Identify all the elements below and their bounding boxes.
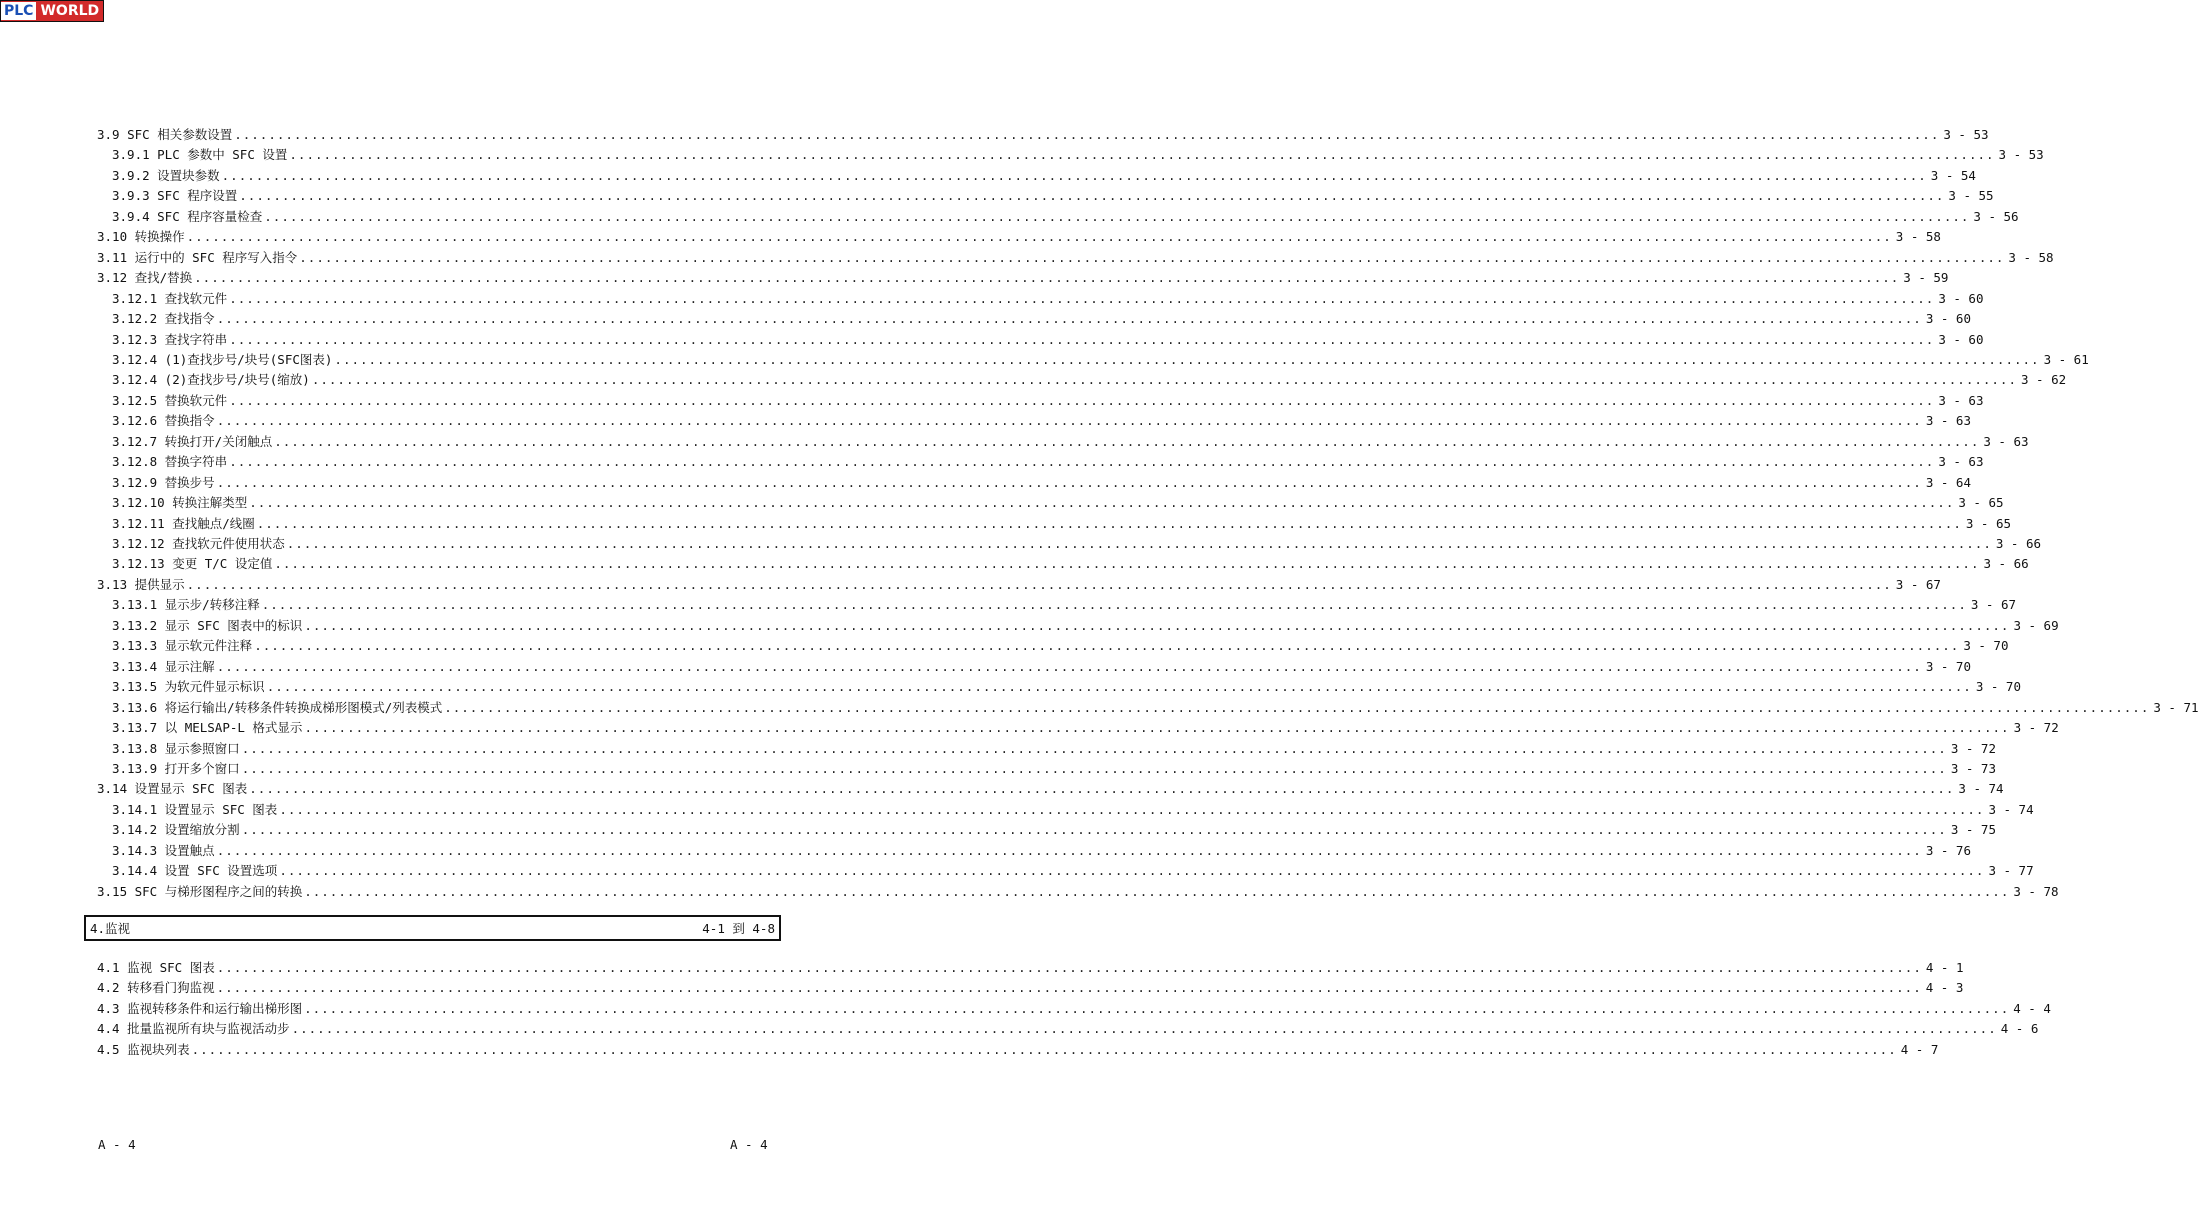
toc-entry-page: 3 - 60 — [1925, 311, 1971, 327]
toc-entry[interactable] — [97, 126, 1989, 144]
toc-entry-title: 3.13.5 为软元件显示标识 — [112, 679, 265, 695]
toc-entry-title: 3.12.1 查找软元件 — [112, 290, 228, 306]
toc-entry-title: 4.4 批量监视所有块与监视活动步 — [97, 1021, 290, 1037]
toc-entry-title: 3.9.1 PLC 参数中 SFC 设置 — [112, 147, 288, 163]
toc-entry-title: 3.9.2 设置块参数 — [112, 167, 220, 183]
toc-entry-page: 3 - 60 — [1938, 331, 1984, 347]
toc-entry[interactable] — [97, 1000, 2051, 1018]
toc-entry-title: 3.12.7 转换打开/关闭触点 — [112, 433, 273, 449]
toc-entry-page: 3 - 72 — [1950, 740, 1996, 756]
toc-entry[interactable] — [112, 494, 2004, 512]
footer-page-left: A - 4 — [98, 1137, 136, 1152]
toc-entry-title: 3.14.1 设置显示 SFC 图表 — [112, 801, 278, 817]
toc-entry-title: 3.15 SFC 与梯形图程序之间的转换 — [97, 883, 303, 899]
toc-entry-page: 3 - 58 — [1895, 229, 1941, 245]
dot-leader: ........................................................................................................................................................................................................ — [229, 454, 1935, 470]
dot-leader: ........................................................................................................................................................................................................ — [289, 147, 1995, 163]
toc-entry-page: 4 - 6 — [2000, 1021, 2039, 1037]
toc-entry-title: 3.13.1 显示步/转移注释 — [112, 597, 260, 613]
toc-entry-page: 3 - 53 — [1998, 147, 2044, 163]
dot-leader: ........................................................................................................................................................................................................ — [444, 699, 2150, 715]
toc-entry[interactable] — [112, 862, 2034, 880]
toc-entry-page: 3 - 74 — [1958, 781, 2004, 797]
toc-entry[interactable] — [112, 433, 2029, 451]
toc-entry-page: 3 - 56 — [1973, 208, 2019, 224]
dot-leader: ........................................................................................................................................................................................................ — [286, 536, 1992, 551]
toc-entry[interactable] — [112, 719, 2059, 737]
toc-entry-page: 3 - 71 — [2153, 699, 2199, 715]
toc-entry-title: 3.14.4 设置 SFC 设置选项 — [112, 863, 278, 879]
toc-entry-title: 3.12.3 查找字符串 — [112, 331, 228, 347]
toc-entry-page: 3 - 73 — [1950, 760, 1996, 776]
toc-entry[interactable] — [112, 760, 1996, 778]
toc-entry-page: 3 - 66 — [1983, 556, 2029, 572]
toc-entry[interactable] — [97, 1041, 1939, 1059]
toc-entry[interactable] — [97, 249, 2054, 267]
toc-entry[interactable] — [112, 310, 1971, 328]
toc-entry[interactable] — [112, 331, 1984, 349]
toc-entry-page: 3 - 63 — [1983, 433, 2029, 449]
toc-entry-title: 3.14.3 设置触点 — [112, 842, 215, 858]
toc-entry-title: 3.13.9 打开多个窗口 — [112, 760, 240, 776]
toc-entry-title: 4.2 转移看门狗监视 — [97, 980, 215, 996]
dot-leader: ........................................................................................................................................................................................................ — [254, 638, 1960, 654]
toc-entry-page: 3 - 54 — [1930, 167, 1976, 183]
dot-leader: ........................................................................................................................................................................................................ — [241, 822, 1947, 838]
chapter-page-range: 4-1 到 4-8 — [702, 921, 775, 936]
dot-leader: ........................................................................................................................................................................................................ — [261, 597, 1967, 613]
toc-entry-page: 3 - 55 — [1948, 188, 1994, 204]
toc-entry-page: 3 - 60 — [1938, 290, 1984, 306]
toc-entry-title: 3.13.6 将运行输出/转移条件转换成梯形图模式/列表模式 — [112, 699, 443, 715]
toc-entry-title: 3.12.13 变更 T/C 设定值 — [112, 556, 273, 572]
toc-entry-page: 3 - 59 — [1903, 270, 1949, 286]
dot-leader: ........................................................................................................................................................................................................ — [304, 1000, 2010, 1016]
toc-entry[interactable] — [112, 453, 1984, 471]
toc-entry[interactable] — [112, 187, 1994, 205]
toc-entry[interactable] — [97, 269, 1949, 287]
toc-entry[interactable] — [97, 979, 1964, 997]
toc-entry-page: 3 - 65 — [1965, 515, 2012, 531]
toc-entry[interactable] — [112, 535, 2042, 553]
toc-entry-page: 3 - 65 — [1958, 495, 2004, 511]
dot-leader: ........................................................................................................................................................................................................ — [234, 127, 1940, 142]
dot-leader: ........................................................................................................................................................................................................ — [229, 331, 1935, 347]
toc-entry[interactable] — [112, 474, 1971, 492]
toc-entry[interactable] — [112, 351, 2089, 369]
chapter-title: 4.监视 — [90, 921, 131, 936]
toc-entry-page: 4 - 7 — [1900, 1041, 1939, 1057]
dot-leader: ........................................................................................................................................................................................................ — [216, 474, 1922, 490]
toc-entry-title: 3.12 查找/替换 — [97, 270, 193, 286]
toc-entry-title: 3.11 运行中的 SFC 程序写入指令 — [97, 249, 298, 265]
toc-entry[interactable] — [112, 290, 1984, 308]
toc-entry[interactable] — [112, 555, 2029, 573]
toc-entry[interactable] — [112, 412, 1971, 430]
toc-entry-page: 3 - 75 — [1950, 822, 1996, 838]
toc-entry[interactable] — [97, 883, 2059, 901]
dot-leader: ........................................................................................................................................................................................................ — [279, 863, 1985, 879]
toc-entry[interactable] — [112, 842, 1971, 860]
dot-leader: ........................................................................................................................................................................................................ — [191, 1041, 1897, 1057]
toc-entry-page: 3 - 70 — [1963, 638, 2009, 654]
toc-entry-page: 3 - 63 — [1938, 392, 1984, 408]
toc-entry[interactable] — [112, 167, 1976, 185]
dot-leader: ........................................................................................................................................................................................................ — [194, 270, 1900, 286]
dot-leader: ........................................................................................................................................................................................................ — [304, 883, 2010, 899]
toc-entry-page: 3 - 67 — [1895, 576, 1941, 592]
toc-entry[interactable] — [112, 208, 2019, 226]
dot-leader: ........................................................................................................................................................................................................ — [249, 781, 1955, 797]
dot-leader: ........................................................................................................................................................................................................ — [216, 980, 1922, 996]
toc-entry[interactable] — [112, 678, 2021, 696]
toc-entry-page: 3 - 53 — [1943, 127, 1989, 142]
toc-entry[interactable] — [112, 515, 2012, 533]
toc-entry-title: 3.12.6 替换指令 — [112, 413, 215, 429]
dot-leader: ........................................................................................................................................................................................................ — [216, 311, 1922, 327]
toc-entry[interactable] — [112, 740, 1996, 758]
dot-leader: ........................................................................................................................................................................................................ — [299, 249, 2005, 265]
toc-entry-title: 3.14.2 设置缩放分割 — [112, 822, 240, 838]
dot-leader: ........................................................................................................................................................................................................ — [186, 576, 1892, 592]
toc-entry-page: 3 - 58 — [2008, 249, 2054, 265]
toc-entry-title: 3.12.4 (2)查找步号/块号(缩放) — [112, 372, 310, 388]
logo-world-text: WORLD — [40, 3, 100, 19]
toc-entry[interactable] — [112, 617, 2059, 635]
dot-leader: ........................................................................................................................................................................................................ — [311, 372, 2017, 388]
toc-entry-page: 3 - 63 — [1925, 413, 1971, 429]
dot-leader: ........................................................................................................................................................................................................ — [239, 188, 1945, 204]
dot-leader: ........................................................................................................................................................................................................ — [256, 515, 1962, 531]
toc-entry-title: 4.1 监视 SFC 图表 — [97, 960, 215, 975]
toc-entry-page: 3 - 78 — [2013, 883, 2059, 899]
dot-leader: ........................................................................................................................................................................................................ — [304, 720, 2010, 736]
toc-entry[interactable] — [97, 576, 1941, 594]
dot-leader: ........................................................................................................................................................................................................ — [304, 617, 2010, 633]
dot-leader: ........................................................................................................................................................................................................ — [216, 413, 1922, 429]
dot-leader: ........................................................................................................................................................................................................ — [241, 760, 1947, 776]
toc-entry-page: 3 - 69 — [2013, 617, 2059, 633]
toc-entry-page: 3 - 67 — [1970, 597, 2017, 613]
toc-entry-title: 3.12.8 替换字符串 — [112, 454, 228, 470]
dot-leader: ........................................................................................................................................................................................................ — [334, 351, 2040, 367]
toc-entry[interactable] — [112, 637, 2009, 655]
dot-leader: ........................................................................................................................................................................................................ — [274, 433, 1980, 449]
toc-entry-title: 3.12.12 查找软元件使用状态 — [112, 536, 285, 551]
toc-entry-title: 3.13.4 显示注解 — [112, 658, 215, 674]
dot-leader: ........................................................................................................................................................................................................ — [249, 495, 1955, 511]
toc-entry-page: 4 - 1 — [1925, 960, 1964, 975]
toc-entry-title: 3.9.4 SFC 程序容量检查 — [112, 208, 263, 224]
toc-entry-page: 4 - 3 — [1925, 980, 1964, 996]
dot-leader: ........................................................................................................................................................................................................ — [291, 1021, 1997, 1037]
toc-entry[interactable] — [112, 801, 2034, 819]
toc-entry-page: 4 - 4 — [2013, 1000, 2051, 1016]
toc-entry-title: 3.12.5 替换软元件 — [112, 392, 228, 408]
toc-entry-page: 3 - 70 — [1975, 679, 2021, 695]
toc-entry-page: 3 - 76 — [1925, 842, 1971, 858]
toc-entry-title: 3.13.7 以 MELSAP-L 格式显示 — [112, 720, 303, 736]
toc-entry-title: 3.10 转换操作 — [97, 229, 185, 245]
toc-entry-title: 3.12.11 查找触点/线圈 — [112, 515, 255, 531]
plc-world-logo — [0, 0, 104, 22]
dot-leader: ........................................................................................................................................................................................................ — [266, 679, 1972, 695]
toc-entry[interactable] — [97, 1020, 2039, 1038]
toc-entry[interactable] — [97, 780, 2004, 798]
toc-entry-title: 3.13 提供显示 — [97, 576, 185, 592]
dot-leader: ........................................................................................................................................................................................................ — [264, 208, 1970, 224]
toc-entry-page: 3 - 77 — [1988, 863, 2034, 879]
toc-entry-page: 3 - 61 — [2043, 351, 2089, 367]
toc-entry-page: 3 - 64 — [1925, 474, 1971, 490]
toc-entry-title: 3.9 SFC 相关参数设置 — [97, 127, 233, 142]
toc-entry[interactable] — [112, 699, 2199, 717]
toc-entry[interactable] — [97, 228, 1941, 246]
toc-entry[interactable] — [112, 821, 1996, 839]
toc-entry-page: 3 - 62 — [2020, 372, 2067, 388]
toc-entry-page: 3 - 70 — [1925, 658, 1971, 674]
dot-leader: ........................................................................................................................................................................................................ — [216, 960, 1922, 975]
chapter-heading-box — [84, 915, 781, 941]
dot-leader: ........................................................................................................................................................................................................ — [229, 290, 1935, 306]
toc-entry-page: 3 - 72 — [2013, 720, 2059, 736]
toc-entry-title: 4.5 监视块列表 — [97, 1041, 190, 1057]
toc-entry-page: 3 - 66 — [1995, 536, 2042, 551]
toc-entry-page: 3 - 74 — [1988, 801, 2034, 817]
toc-entry-title: 3.13.2 显示 SFC 图表中的标识 — [112, 617, 303, 633]
toc-entry-title: 3.12.4 (1)查找步号/块号(SFC图表) — [112, 351, 333, 367]
toc-entry[interactable] — [112, 658, 1971, 676]
dot-leader: ........................................................................................................................................................................................................ — [186, 229, 1892, 245]
toc-entry[interactable] — [112, 596, 2017, 614]
toc-entry-title: 3.12.9 替换步号 — [112, 474, 215, 490]
toc-entry[interactable] — [97, 959, 1964, 977]
dot-leader: ........................................................................................................................................................................................................ — [221, 167, 1927, 183]
dot-leader: ........................................................................................................................................................................................................ — [229, 392, 1935, 408]
toc-entry-title: 3.14 设置显示 SFC 图表 — [97, 781, 248, 797]
toc-entry[interactable] — [112, 146, 2044, 164]
toc-entry-title: 3.12.2 查找指令 — [112, 311, 215, 327]
dot-leader: ........................................................................................................................................................................................................ — [279, 801, 1985, 817]
toc-entry-page: 3 - 63 — [1938, 454, 1984, 470]
dot-leader: ........................................................................................................................................................................................................ — [216, 842, 1922, 858]
toc-entry[interactable] — [112, 392, 1984, 410]
toc-entry-title: 3.13.8 显示参照窗口 — [112, 740, 240, 756]
dot-leader: ........................................................................................................................................................................................................ — [241, 740, 1947, 756]
footer-page-right: A - 4 — [730, 1137, 768, 1152]
toc-entry-title: 3.13.3 显示软元件注释 — [112, 638, 253, 654]
logo-plc-text: PLC — [1, 2, 36, 20]
toc-entry[interactable] — [112, 371, 2067, 389]
toc-entry-title: 3.12.10 转换注解类型 — [112, 495, 248, 511]
toc-entry-title: 4.3 监视转移条件和运行输出梯形图 — [97, 1000, 303, 1016]
dot-leader: ........................................................................................................................................................................................................ — [216, 658, 1922, 674]
dot-leader: ........................................................................................................................................................................................................ — [274, 556, 1980, 572]
toc-entry-title: 3.9.3 SFC 程序设置 — [112, 188, 238, 204]
